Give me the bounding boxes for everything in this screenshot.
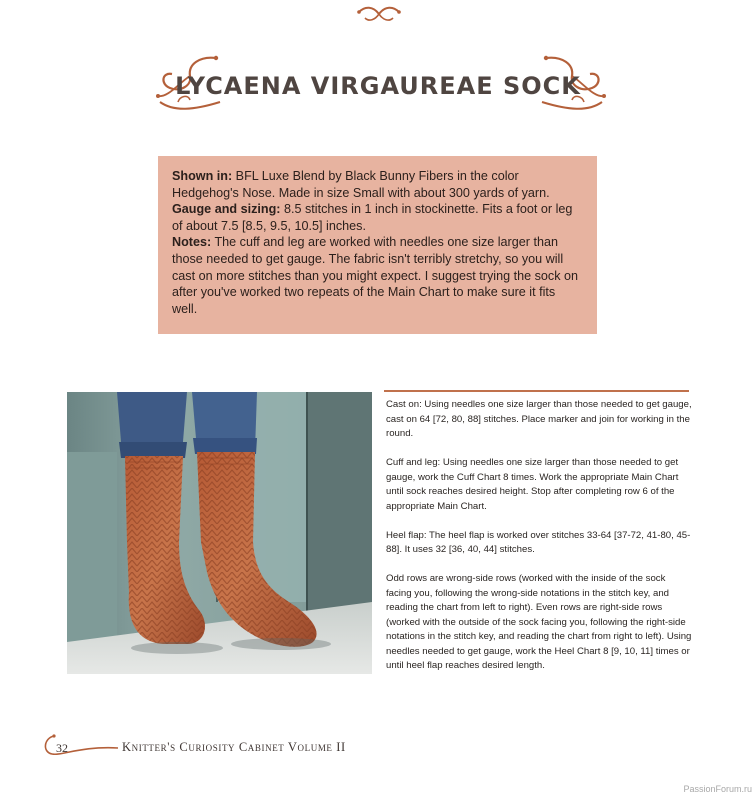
footer-flourish-ornament (40, 732, 120, 760)
gauge-label: Gauge and sizing: (172, 202, 281, 217)
shown-in-paragraph (172, 168, 583, 201)
notes-paragraph (172, 234, 583, 317)
gauge-paragraph (172, 201, 583, 234)
cast-on-paragraph: Cast on: Using needles one size larger than those needed to get gauge, cast on 64 [72, 80, 88] stitches. Place marker and join for working in the round. (386, 399, 692, 439)
notes-text: The cuff and leg are worked with needles one size larger than those needed to get gauge. The fabric isn't terribly stretchy, so you will cast on more stitches than you might expect. I suggest trying the sock on after you've worked two repeats of the Main Chart to make sure it fits well. (172, 235, 579, 316)
notes-label: Notes: (172, 235, 212, 250)
watermark: PassionForum.ru (683, 784, 752, 794)
page-title: LYCAENA VIRGAUREAE SOCK (175, 72, 581, 100)
shown-in-label: Shown in: (172, 169, 233, 183)
gauge-text: 8.5 stitches in 1 inch in stockinette. Fits a foot or leg of about 7.5 [8.5, 9.5, 10.5] inches. (172, 202, 573, 233)
sock-photo (67, 392, 372, 674)
page-number: 32 (56, 741, 68, 755)
odd-rows-paragraph: Odd rows are wrong-side rows (worked with the inside of the sock facing you, following the wrong-side notations in the stitch key, and reading the chart from left to right). Even rows are right-side rows (worked with the outside of the sock facing you, following the right-side notations in the stitch key, and reading the chart from right to left). Using needles needed to get gauge, work the Heel Chart 8 [9, 10, 11] times or until heel flap reaches desired length. (386, 573, 692, 671)
pattern-info-box (158, 156, 597, 334)
section-divider (384, 390, 689, 392)
instructions-text (386, 398, 692, 688)
shown-in-text: BFL Luxe Blend by Black Bunny Fibers in the color Hedgehog's Nose. Made in size Small with about 300 yards of yarn. (172, 169, 550, 200)
top-flourish-ornament (355, 4, 403, 26)
cuff-and-leg-paragraph: Cuff and leg: Using needles one size larger than those needed to get gauge, work the Cuff Chart 8 times. Work the appropriate Main Chart until sock reaches desired height. Stop after completing row 6 of the appropriate Main Chart. (386, 457, 679, 512)
heel-flap-paragraph: Heel flap: The heel flap is worked over stitches 33-64 [37-72, 41-80, 45-88]. It uses 32 [36, 40, 44] stitches. (386, 529, 691, 555)
book-title: Knitter's Curiosity Cabinet Volume II (122, 740, 346, 754)
